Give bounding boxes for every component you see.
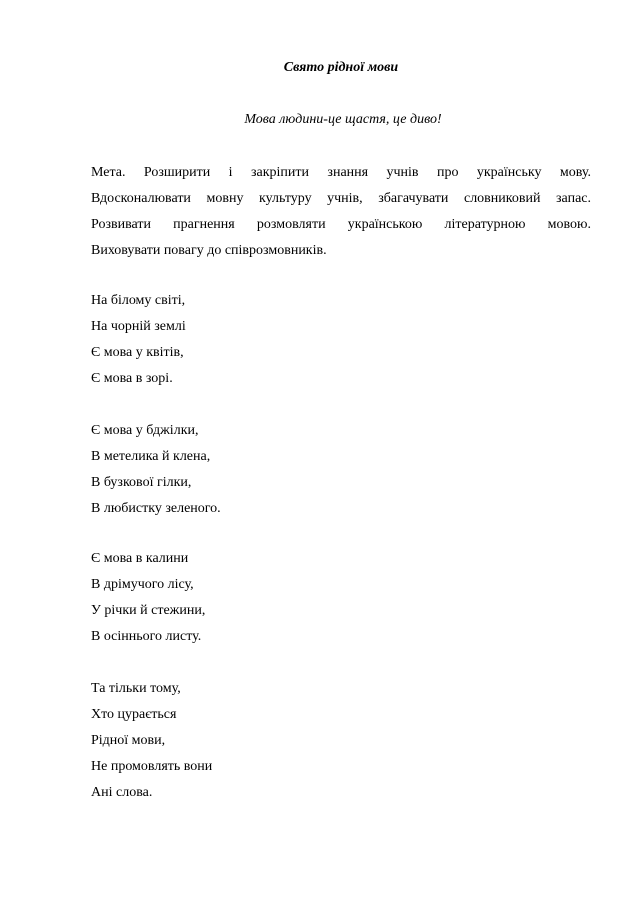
verse-line: Та тільки тому, [91, 681, 181, 696]
epigraph: Мова людини-це щастя, це диво! [244, 112, 442, 127]
verse-line: На чорній землі [91, 319, 186, 334]
stanza-3 [91, 546, 205, 650]
aim-line: Мета. Розширити і закріпити знання учнів про українську мову. [91, 165, 591, 180]
verse-line: В бузкової гілки, [91, 475, 192, 490]
verse-line: Хто цурається [91, 707, 177, 722]
aim-line: Виховувати повагу до співрозмовників. [91, 243, 327, 258]
stanza-2 [91, 418, 221, 522]
verse-line: Ані слова. [91, 785, 153, 800]
verse-line: Не промовлять вони [91, 759, 213, 774]
aim-line: Вдосконалювати мовну культуру учнів, збагачувати словниковий запас. [91, 191, 591, 206]
verse-line: У річки й стежини, [91, 603, 206, 618]
verse-line: В любистку зеленого. [91, 501, 221, 516]
verse-line: Є мова в калини [91, 551, 189, 566]
verse-line: Рідної мови, [91, 733, 166, 748]
aim-line: Розвивати прагнення розмовляти українською літературною мовою. [91, 217, 591, 232]
verse-line: Є мова в зорі. [91, 371, 173, 386]
verse-line: В метелика й клена, [91, 449, 211, 464]
verse-line: Є мова у бджілки, [91, 423, 199, 438]
verse-line: На білому світі, [91, 293, 186, 308]
stanza-1 [91, 288, 186, 392]
aim-paragraph [91, 160, 591, 264]
page-title: Свято рідної мови [283, 60, 399, 75]
verse-line: Є мова у квітів, [91, 345, 184, 360]
stanza-4 [91, 676, 212, 806]
verse-line: В осіннього листу. [91, 629, 202, 644]
verse-line: В дрімучого лісу, [91, 577, 194, 592]
